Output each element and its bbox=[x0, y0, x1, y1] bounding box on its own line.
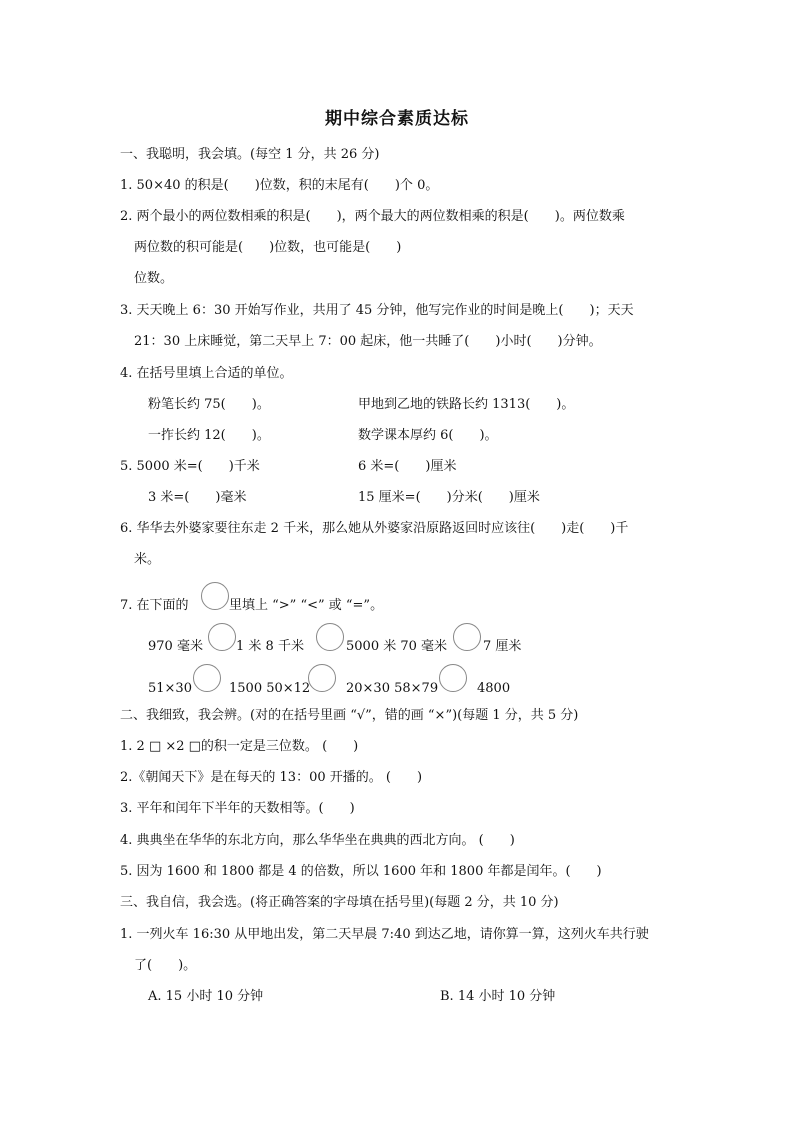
compare-circle[interactable] bbox=[193, 664, 221, 692]
question-1-5-d: 15 厘米=( )分米( )厘米 bbox=[358, 490, 540, 505]
section2-heading: 二、我细致，我会辨。(对的在括号里画 “√”，错的画 “×”)(每题 1 分，共 5 分) bbox=[120, 708, 579, 723]
question-1-2-line2: 两位数的积可能是( )位数，也可能是( ) bbox=[134, 240, 402, 255]
compare-circle[interactable] bbox=[208, 623, 236, 651]
compare-circle[interactable] bbox=[308, 664, 336, 692]
question-3-1-line2: 了( )。 bbox=[134, 958, 197, 973]
question-1-4-d: 数学课本厚约 6( )。 bbox=[358, 428, 498, 443]
question-1-2-line1: 2. 两个最小的两位数相乘的积是( )，两个最大的两位数相乘的积是( )。两位数乘 bbox=[120, 209, 625, 224]
section1-heading: 一、我聪明，我会填。(每空 1 分，共 26 分) bbox=[120, 147, 380, 162]
question-1-3-line2: 21：30 上床睡觉，第二天早上 7：00 起床，他一共睡了( )小时( )分钟。 bbox=[134, 334, 602, 349]
question-3-1-line1: 1. 一列火车 16:30 从甲地出发，第二天早晨 7:40 到达乙地，请你算一算，这列火车共行驶 bbox=[120, 927, 649, 942]
section3-heading: 三、我自信，我会选。(将正确答案的字母填在括号里)(每题 2 分，共 10 分) bbox=[120, 895, 559, 910]
option-b: B. 14 小时 10 分钟 bbox=[440, 989, 556, 1004]
question-2-5: 5. 因为 1600 和 1800 都是 4 的倍数，所以 1600 年和 1800 年都是闰年。( ) bbox=[120, 864, 602, 879]
page-title: 期中综合素质达标 bbox=[325, 109, 469, 129]
question-1-1: 1. 50×40 的积是( )位数，积的末尾有( )个 0。 bbox=[120, 178, 439, 193]
compare-item: 1500 50×12 bbox=[229, 681, 311, 696]
compare-item: 970 毫米 bbox=[148, 639, 203, 654]
question-1-5-b: 6 米=( )厘米 bbox=[358, 459, 457, 474]
compare-item: 4800 bbox=[477, 681, 511, 696]
question-1-5-a: 5. 5000 米=( )千米 bbox=[120, 459, 260, 474]
question-1-3-line1: 3. 天天晚上 6：30 开始写作业，共用了 45 分钟，他写完作业的时间是晚上( )；天天 bbox=[120, 303, 634, 318]
question-2-4: 4. 典典坐在华华的东北方向，那么华华坐在典典的西北方向。 ( ) bbox=[120, 833, 515, 848]
question-1-4-a: 粉笔长约 75( )。 bbox=[148, 397, 270, 412]
question-1-2-line3: 位数。 bbox=[134, 271, 174, 286]
question-2-1: 1. 2 □ ×2 □的积一定是三位数。 ( ) bbox=[120, 739, 359, 754]
compare-item: 1 米 8 千米 bbox=[236, 639, 304, 654]
option-a: A. 15 小时 10 分钟 bbox=[148, 989, 264, 1004]
question-1-4-heading: 4. 在括号里填上合适的单位。 bbox=[120, 366, 293, 381]
compare-circle[interactable] bbox=[316, 623, 344, 651]
compare-circle[interactable] bbox=[453, 623, 481, 651]
compare-circle-example bbox=[201, 582, 229, 610]
compare-item: 7 厘米 bbox=[483, 639, 522, 654]
question-1-7-suffix: 里填上 “>” “<” 或 “=”。 bbox=[229, 598, 384, 613]
question-2-3: 3. 平年和闰年下半年的天数相等。( ) bbox=[120, 801, 355, 816]
question-1-4-c: 一拃长约 12( )。 bbox=[148, 428, 270, 443]
question-2-2: 2.《朝闻天下》是在每天的 13：00 开播的。 ( ) bbox=[120, 770, 423, 785]
compare-item: 51×30 bbox=[148, 681, 192, 696]
question-1-6-line2: 米。 bbox=[134, 552, 161, 567]
question-1-7-prefix: 7. 在下面的 bbox=[120, 598, 189, 613]
question-1-5-c: 3 米=( )毫米 bbox=[148, 490, 247, 505]
question-1-4-b: 甲地到乙地的铁路长约 1313( )。 bbox=[358, 397, 575, 412]
question-1-6-line1: 6. 华华去外婆家要往东走 2 千米，那么她从外婆家沿原路返回时应该往( )走( )千 bbox=[120, 521, 629, 536]
compare-circle[interactable] bbox=[439, 664, 467, 692]
compare-item: 20×30 58×79 bbox=[346, 681, 439, 696]
compare-item: 5000 米 70 毫米 bbox=[346, 639, 448, 654]
